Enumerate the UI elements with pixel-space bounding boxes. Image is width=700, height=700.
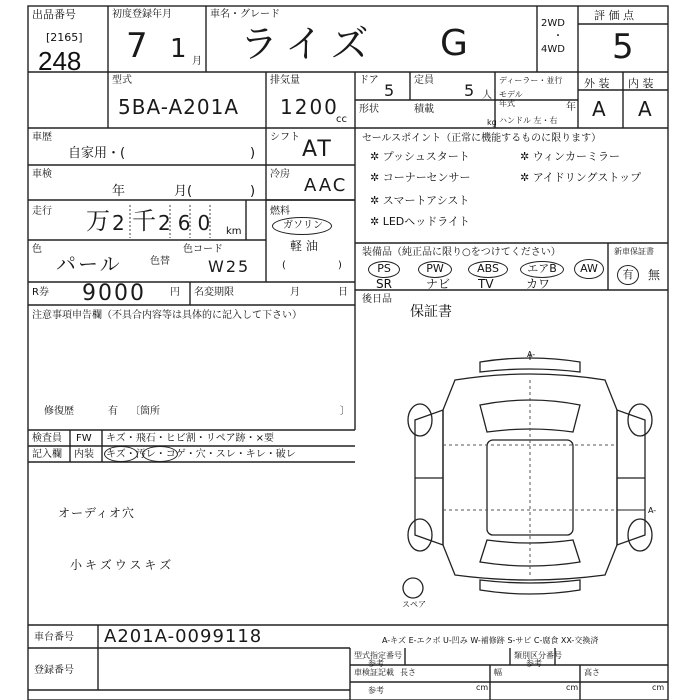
mileage-value-2: 2: [112, 211, 127, 235]
repair-place: 〔箇所: [130, 406, 160, 417]
shift-label: シフト: [270, 132, 300, 143]
inspection-cert-ref: 参考: [368, 686, 384, 695]
length-unit: cm: [476, 683, 489, 692]
chassis-value: A201A-0099118: [104, 626, 263, 647]
color-code-label: 色コード: [183, 244, 223, 255]
exterior-label: 外 装: [584, 77, 610, 90]
entry-label: 記入欄: [32, 449, 62, 460]
sales-point-3-text: コーナーセンサー: [382, 171, 471, 184]
reg-deadline-month: 月: [290, 287, 300, 298]
equipment-navi: ナビ: [426, 277, 451, 291]
height-label: 高さ: [584, 668, 600, 677]
warranty-label: 新車保証書: [614, 247, 654, 256]
mileage-label: 走行: [32, 206, 52, 217]
notes-label: 注意事項申告欄（不具合内容等は具体的に記入して下さい）: [32, 310, 302, 321]
lot-label: 出品番号: [32, 8, 76, 21]
drive-4wd: 4WD: [541, 44, 565, 55]
equipment-abs: ABS: [468, 261, 508, 278]
inspection-month: 月(: [174, 184, 193, 199]
first-reg-label: 初度登録年月: [112, 9, 172, 20]
aircon-value: AAC: [304, 175, 348, 196]
car-name: ライズ: [240, 22, 377, 66]
fuel-paren-open: (: [282, 260, 286, 271]
height-unit: cm: [652, 683, 665, 692]
mileage-sen: 千: [132, 207, 158, 235]
warranty-yes: 有: [617, 265, 639, 285]
lot-number: 248: [38, 46, 82, 76]
displacement-label: 排気量: [270, 75, 300, 86]
shape-label: 形状: [359, 104, 379, 115]
handle-label: ハンドル 左・右: [499, 116, 558, 125]
fuel-label: 燃料: [270, 206, 290, 217]
damage-legend: A-キズ E-エクボ U-凹み W-補修跡 S-サビ C-腐食 XX-交換済: [382, 636, 599, 645]
registration-label: 登録番号: [34, 665, 74, 676]
equipment-pw: PW: [418, 261, 452, 278]
mileage-unit: km: [226, 226, 242, 237]
fuel-paren-close: ): [338, 260, 342, 271]
reg-deadline-label: 名変期限: [194, 287, 234, 298]
repair-yes: 有: [108, 406, 118, 417]
history-close: ): [250, 146, 256, 161]
equipment-tv: TV: [478, 277, 494, 291]
first-reg-month-unit: 月: [192, 56, 202, 67]
history-value: 自家用・(: [68, 146, 126, 161]
model-year-label: モデル年式: [499, 90, 523, 108]
fuel-diesel: 軽 油: [290, 239, 318, 253]
price-label: R券: [32, 287, 49, 298]
cc-unit: cc: [336, 114, 347, 125]
type-designation-ref: 参考: [368, 659, 384, 668]
name-grade-label: 車名・グレード: [210, 9, 280, 20]
category-ref: 参考: [526, 659, 542, 668]
equipment-ps: PS: [368, 261, 400, 278]
shift-value: AT: [302, 137, 333, 162]
width-label: 幅: [494, 668, 502, 677]
inspector-row1-text: キズ・飛石・ヒビ割・リペア跡・×要: [106, 433, 274, 444]
sales-point-1-text: プッシュスタート: [382, 150, 470, 163]
sales-point-2-text: ウィンカーミラー: [532, 150, 621, 163]
sales-point-5-text: スマートアシスト: [382, 194, 470, 207]
first-reg-year: 7: [126, 26, 150, 66]
length-label: 長さ: [400, 668, 416, 677]
spare-label: スペア: [402, 600, 426, 609]
inspection-close: ): [250, 184, 256, 199]
sales-point-2: ✲ ウィンカーミラー: [520, 150, 621, 163]
inspector-scratch-circle: [104, 446, 138, 462]
equipment-leather: カワ: [526, 277, 551, 291]
door-label: ドア: [359, 75, 379, 86]
type-designation-label: 型式指定番号: [354, 651, 402, 660]
inspection-label: 車検: [32, 169, 52, 180]
inspector-stain-circle: [142, 446, 178, 462]
model-label: 型式: [112, 75, 132, 86]
car-grade: G: [440, 23, 470, 64]
capacity-value: 5: [464, 81, 477, 100]
price-value: 9000: [82, 281, 146, 306]
car-damage-diagram: [395, 350, 665, 605]
capacity-label: 定員: [414, 75, 434, 86]
handwritten-note-2: 小キズウスキズ: [70, 558, 175, 572]
category-label: 類別区分番号: [514, 651, 562, 660]
color-label: 色: [32, 244, 42, 255]
sales-point-5: ✲ スマートアシスト: [370, 194, 470, 207]
mileage-digits: 260: [158, 211, 218, 235]
exterior-grade: A: [592, 97, 608, 121]
repair-label: 修復歴: [44, 406, 74, 417]
mileage-man: 万: [86, 207, 112, 235]
sales-point-1: ✲ プッシュスタート: [370, 150, 470, 163]
width-unit: cm: [566, 683, 579, 692]
kg-unit: kg: [487, 118, 497, 127]
color-same-label: 色替: [150, 256, 170, 267]
year-unit: 年: [566, 102, 576, 113]
lot-code: [2165]: [46, 31, 83, 44]
sales-point-3: ✲ コーナーセンサー: [370, 171, 471, 184]
warranty-no: 無: [648, 268, 661, 282]
chassis-label: 車台番号: [34, 632, 74, 643]
history-label: 車歴: [32, 132, 52, 143]
displacement-value: 1200: [280, 95, 339, 119]
reg-deadline-day: 日: [338, 287, 348, 298]
inspection-cert-label: 車検証記載: [354, 668, 394, 677]
damage-mark-top: A-: [527, 350, 536, 359]
person-unit: 人: [482, 90, 492, 101]
load-label: 積載: [414, 104, 434, 115]
inspector-row1-code: FW: [76, 433, 92, 444]
aircon-label: 冷房: [270, 169, 290, 180]
price-unit: 円: [170, 287, 180, 298]
inspector-row2-code: 内装: [74, 449, 94, 460]
sales-point-4-text: アイドリングストップ: [532, 171, 642, 184]
score-label: 評 価 点: [594, 9, 634, 22]
color-value: パール: [56, 252, 122, 276]
sales-point-6-text: LEDヘッドライト: [382, 215, 470, 228]
handwritten-note-1: オーディオ穴: [58, 506, 136, 520]
drive-2wd: 2WD: [541, 18, 565, 29]
sales-point-4: ✲ アイドリングストップ: [520, 171, 642, 184]
later-day-value: 保証書: [410, 304, 452, 320]
color-code: W25: [208, 257, 251, 276]
interior-label: 内 装: [628, 77, 654, 90]
later-day-label: 後日品: [362, 294, 392, 305]
first-reg-month: 1: [170, 34, 189, 64]
repair-close: 〕: [340, 406, 350, 417]
score-value: 5: [612, 27, 636, 67]
dealer-label: ディーラー・並行: [499, 76, 563, 85]
drive-dot: ・: [553, 31, 563, 42]
inspection-year: 年: [112, 184, 126, 199]
equipment-sr: SR: [376, 277, 392, 291]
inspector-row2-text: キズ・汚レ・コゲ・穴・スレ・キレ・破レ: [106, 449, 296, 460]
door-value: 5: [384, 81, 397, 100]
sales-point-6: ✲ LEDヘッドライト: [370, 215, 470, 228]
equipment-aw: AW: [574, 259, 604, 279]
inspector-label: 検査員: [32, 433, 62, 444]
interior-grade: A: [638, 97, 654, 121]
equipment-title: 装備品（純正品に限り○をつけてください）: [362, 247, 561, 258]
sales-points-title: セールスポイント（正常に機能するものに限ります）: [362, 133, 602, 144]
damage-mark-right: A-: [648, 506, 657, 515]
equipment-airbag: エアB: [520, 261, 564, 278]
fuel-gasoline: ガソリン: [283, 220, 323, 231]
model-value: 5BA-A201A: [118, 95, 240, 119]
